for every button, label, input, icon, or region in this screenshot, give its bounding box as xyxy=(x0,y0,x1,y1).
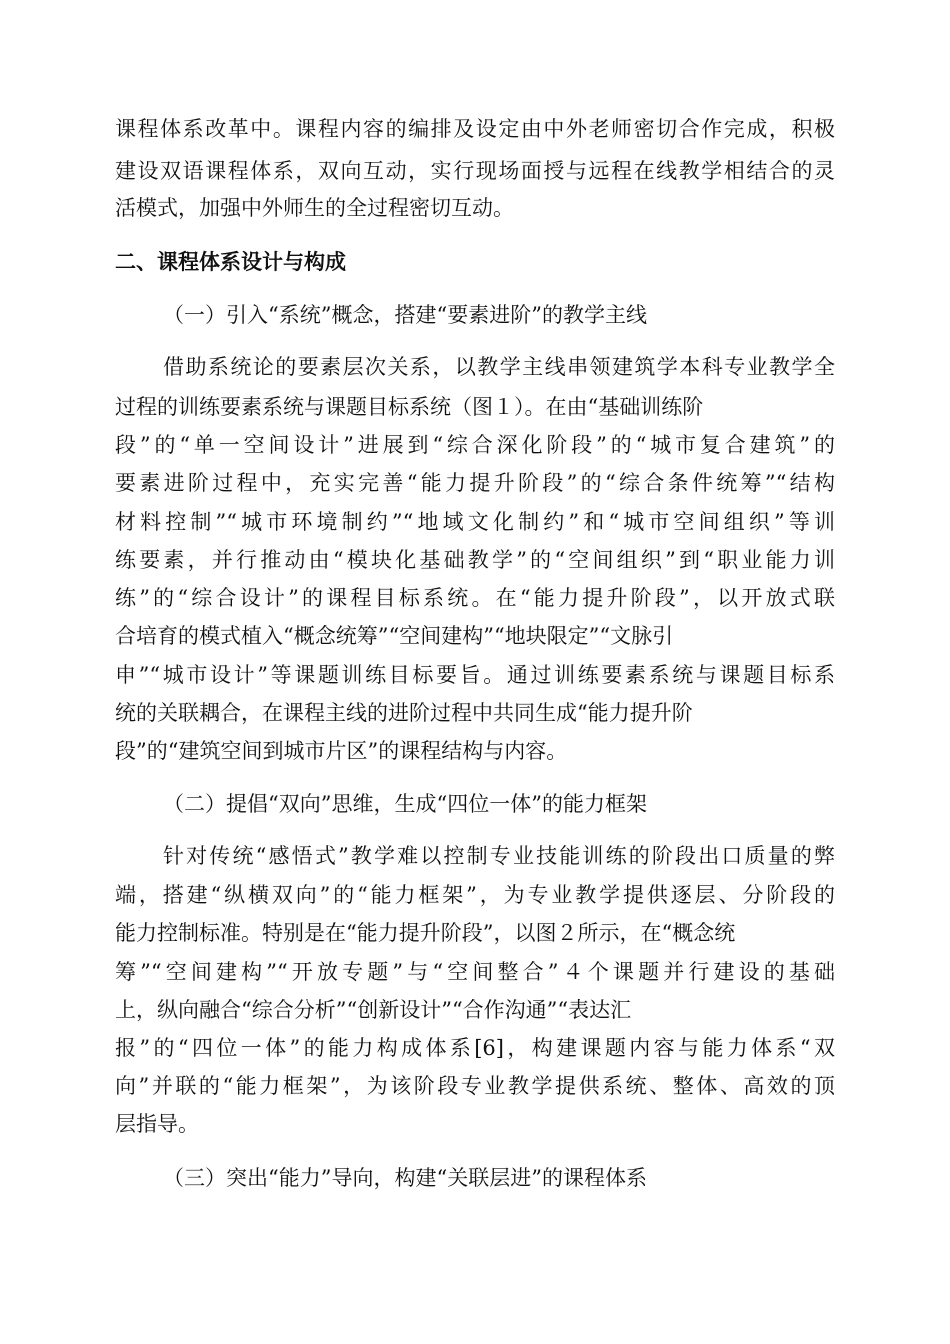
sub2-line-3: 能力控制标准。特别是在“能力提升阶段”，以图２所示，在“概念统 xyxy=(115,921,736,945)
sub2-line-5: 上，纵向融合“综合分析”“创新设计”“合作沟通”“表达汇 xyxy=(115,998,632,1022)
sub1-line-2: 过程的训练要素系统与课题目标系统（图１）。在由“基础训练阶 xyxy=(115,395,704,419)
sub2-line-8: 层指导。 xyxy=(115,1112,199,1136)
sub2-line-1: 针对传统“感悟式”教学难以控制专业技能训练的阶段出口质量的弊 xyxy=(163,844,835,868)
sub1-line-1: 借助系统论的要素层次关系，以教学主线串领建筑学本科专业教学全 xyxy=(163,355,835,379)
sub1-line-8: 合培育的模式植入“概念统筹”“空间建构”“地块限定”“文脉引 xyxy=(115,624,674,648)
sub1-line-9: 申”“城市设计”等课题训练目标要旨。通过训练要素系统与课题目标系 xyxy=(115,663,835,687)
sub2-line-4: 筹”“空间建构”“开放专题”与“空间整合”４个课题并行建设的基础 xyxy=(115,960,835,984)
sub2-line-6: 报”的“四位一体”的能力构成体系[6]，构建课题内容与能力体系“双 xyxy=(115,1036,835,1060)
sub1-line-5: 材料控制”“城市环境制约”“地域文化制约”和“城市空间组织”等训 xyxy=(115,510,835,534)
subsection-2-title: （二）提倡“双向”思维，生成“四位一体”的能力框架 xyxy=(163,792,647,816)
sub2-line-2: 端，搭建“纵横双向”的“能力框架”，为专业教学提供逐层、分阶段的 xyxy=(115,883,835,907)
sub1-line-4: 要素进阶过程中，充实完善“能力提升阶段”的“综合条件统筹”“结构 xyxy=(115,471,835,495)
sub1-line-11: 段”的“建筑空间到城市片区”的课程结构与内容。 xyxy=(115,739,568,763)
subsection-3-title: （三）突出“能力”导向，构建“关联层进”的课程体系 xyxy=(163,1166,647,1190)
section-heading: 二、课程体系设计与构成 xyxy=(115,250,346,274)
sub2-line-7: 向”并联的“能力框架”，为该阶段专业教学提供系统、整体、高效的顶 xyxy=(115,1074,835,1098)
sub1-line-3: 段”的“单一空间设计”进展到“综合深化阶段”的“城市复合建筑”的 xyxy=(115,433,835,457)
sub1-line-7: 练”的“综合设计”的课程目标系统。在“能力提升阶段”，以开放式联 xyxy=(115,586,835,610)
subsection-1-title: （一）引入“系统”概念，搭建“要素进阶”的教学主线 xyxy=(163,303,647,327)
intro-line-3: 活模式，加强中外师生的全过程密切互动。 xyxy=(115,196,514,220)
sub1-line-6: 练要素，并行推动由“模块化基础教学”的“空间组织”到“职业能力训 xyxy=(115,548,835,572)
sub1-line-10: 统的关联耦合，在课程主线的进阶过程中共同生成“能力提升阶 xyxy=(115,701,693,725)
intro-line-2: 建设双语课程体系，双向互动，实行现场面授与远程在线教学相结合的灵 xyxy=(115,159,835,183)
intro-line-1: 课程体系改革中。课程内容的编排及设定由中外老师密切合作完成，积极 xyxy=(115,117,835,141)
